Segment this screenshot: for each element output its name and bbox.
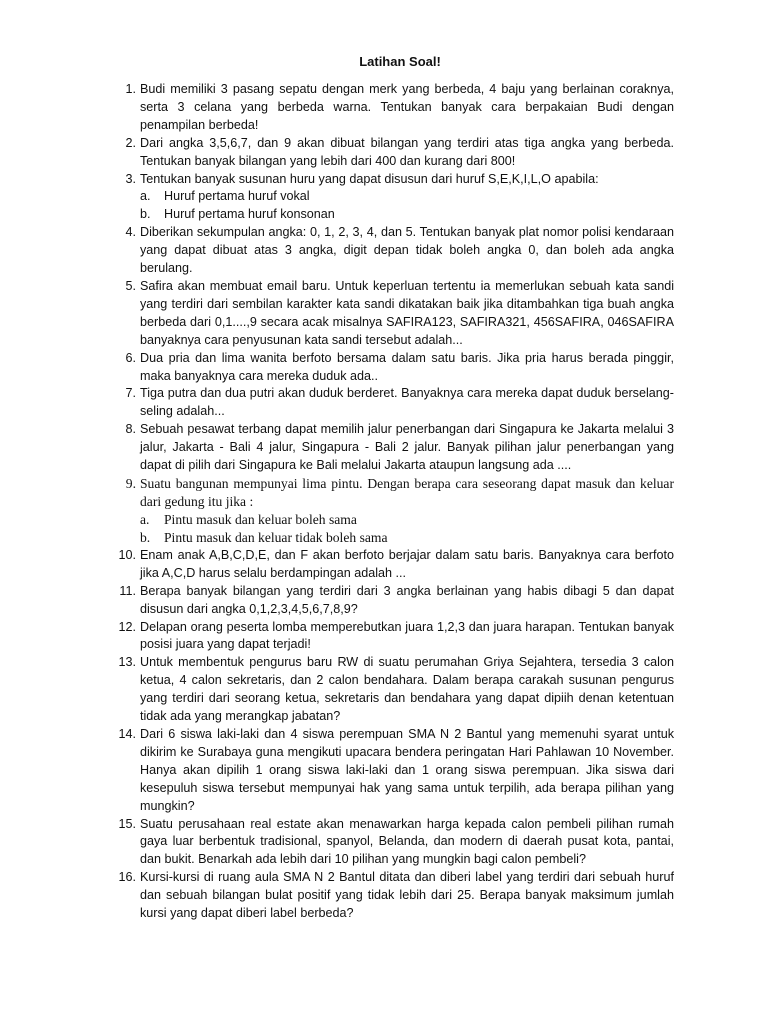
- question-item: [116, 350, 674, 386]
- question-item: [116, 547, 674, 583]
- question-item: [116, 583, 674, 619]
- question-item: [116, 278, 674, 350]
- question-number: 10.: [118, 547, 136, 562]
- question-text: Delapan orang peserta lomba memperebutkan juara 1,2,3 dan juara harapan. Tentukan banyak posisi juara yang dapat terjadi!: [140, 619, 674, 652]
- question-text: Safira akan membuat email baru. Untuk keperluan tertentu ia memerlukan sebuah kata sandi yang terdiri dari sembilan karakter kata sandi dikatakan baik jika ditambahkan tiga buah angka berbeda dari 0,1....,9 secara acak misalnya SAFIRA123, SAFIRA321, 456SAFIRA, 046SAFIRA banyaknya cara penyusunan kata sandi tersebut adalah...: [140, 278, 674, 347]
- question-text: Kursi-kursi di ruang aula SMA N 2 Bantul ditata dan diberi label yang terdiri dari sebuah huruf dan sebuah bilangan bulat positif yang tidak lebih dari 25. Berapa banyak maksimum jumlah kursi yang dapat diberi label berbeda?: [140, 870, 674, 921]
- question-number: 5.: [125, 278, 136, 293]
- question-item: [116, 171, 674, 225]
- sub-question-text: Pintu masuk dan keluar tidak boleh sama: [164, 529, 388, 545]
- question-text: Suatu perusahaan real estate akan menawarkan harga kepada calon pembeli pilihan rumah gaya luar berbentuk tradisional, spanyol, Belanda, dan modern di daerah pusat kota, pantai, dan bukit. Benarkah ada lebih dari 10 pilihan yang mungkin bagi calon pembeli?: [140, 816, 674, 867]
- question-text: Untuk membentuk pengurus baru RW di suatu perumahan Griya Sejahtera, tersedia 3 calon ketua, 4 calon sekretaris, dan 2 calon bendahara. Dalam berapa carakah susunan pengurus yang terdiri dari seorang ketua, sekretaris dan bendahara yang dapat dipiih denan ketentuan tidak ada yang merangkap jabatan?: [140, 655, 674, 724]
- question-item: [116, 475, 674, 547]
- question-text: Berapa banyak bilangan yang terdiri dari 3 angka berlainan yang habis dibagi 5 dan dapat disusun dari angka 0,1,2,3,4,5,6,7,8,9?: [140, 583, 674, 616]
- question-number: 2.: [125, 135, 136, 150]
- sub-question-letter: b.: [140, 207, 151, 222]
- sub-question-list: [140, 188, 674, 224]
- question-text: Dari 6 siswa laki-laki dan 4 siswa perempuan SMA N 2 Bantul yang memenuhi syarat untuk dikirim ke Surabaya guna mengikuti upacara bendera peringatan Hari Pahlawan 10 November. Hanya akan dipilih 1 orang siswa laki-laki dan 1 orang siswa perempuan. Jika siswa dari kesepuluh siswa tersebut mempunyai hak yang sama untuk terpilih, ada berapa pilihan yang mungkin?: [140, 727, 674, 813]
- question-item: [116, 385, 674, 421]
- question-number: 16.: [118, 870, 136, 885]
- sub-question-item: [140, 529, 674, 547]
- question-text: Tentukan banyak susunan huru yang dapat disusun dari huruf S,E,K,I,L,O apabila:: [140, 171, 599, 186]
- question-item: [116, 654, 674, 726]
- question-item: [116, 619, 674, 655]
- question-number: 11.: [119, 583, 136, 598]
- question-list: [116, 81, 674, 923]
- sub-question-letter: b.: [140, 529, 151, 545]
- question-number: 6.: [125, 350, 136, 365]
- question-number: 9.: [125, 475, 136, 491]
- question-item: [116, 135, 674, 171]
- question-text: Diberikan sekumpulan angka: 0, 1, 2, 3, 4, dan 5. Tentukan banyak plat nomor polisi kendaraan yang dapat dibuat atas 3 angka, digit depan tidak boleh angka 0, dan boleh ada angka berulang.: [140, 225, 674, 276]
- question-number: 15.: [118, 816, 136, 831]
- question-text: Tiga putra dan dua putri akan duduk berderet. Banyaknya cara mereka dapat duduk berselang-seling adalah...: [140, 386, 674, 419]
- question-item: [116, 421, 674, 475]
- question-number: 1.: [125, 82, 136, 96]
- sub-question-item: [140, 206, 674, 224]
- question-text: Dua pria dan lima wanita berfoto bersama dalam satu baris. Jika pria harus berada pinggir, maka banyaknya cara mereka duduk ada..: [140, 350, 674, 383]
- question-number: 13.: [118, 655, 136, 670]
- sub-question-item: [140, 188, 674, 206]
- question-text: Sebuah pesawat terbang dapat memilih jalur penerbangan dari Singapura ke Jakarta melalui 3 jalur, Jakarta - Bali 4 jalur, Singapura - Bali 2 jalur. Banyak pilihan jalur penerbangan yang dapat di pilih dari Singapura ke Bali melalui Jakarta ataupun langsung ada ....: [140, 422, 674, 473]
- sub-question-letter: a.: [140, 189, 151, 204]
- question-number: 14.: [118, 727, 136, 741]
- question-item: [116, 224, 674, 278]
- sub-question-item: [140, 511, 674, 529]
- question-item: [116, 816, 674, 870]
- sub-question-text: Huruf pertama huruf konsonan: [164, 207, 335, 222]
- question-number: 7.: [125, 386, 136, 401]
- question-item: [116, 726, 674, 816]
- question-item: [116, 869, 674, 923]
- question-text: Dari angka 3,5,6,7, dan 9 akan dibuat bilangan yang terdiri atas tiga angka yang berbeda. Tentukan banyak bilangan yang lebih dari 400 dan kurang dari 800!: [140, 135, 674, 168]
- sub-question-text: Huruf pertama huruf vokal: [164, 189, 310, 204]
- question-item: [116, 81, 674, 135]
- question-text: Enam anak A,B,C,D,E, dan F akan berfoto berjajar dalam satu baris. Banyaknya cara berfoto jika A,C,D harus selalu berdampingan adalah ...: [140, 547, 674, 580]
- question-number: 3.: [125, 171, 136, 186]
- question-number: 8.: [125, 422, 136, 437]
- document-title: Latihan Soal!: [359, 54, 441, 69]
- question-text: Budi memiliki 3 pasang sepatu dengan merk yang berbeda, 4 baju yang berlainan coraknya, serta 3 celana yang berbeda warna. Tentukan banyak cara berpakaian Budi dengan penampilan berbeda!: [140, 82, 674, 132]
- sub-question-list: [140, 511, 674, 547]
- sub-question-letter: a.: [140, 511, 150, 527]
- question-text: Suatu bangunan mempunyai lima pintu. Dengan berapa cara seseorang dapat masuk dan keluar dari gedung itu jika :: [140, 475, 674, 509]
- sub-question-text: Pintu masuk dan keluar boleh sama: [164, 511, 357, 527]
- question-number: 4.: [125, 225, 136, 240]
- question-number: 12.: [118, 619, 136, 634]
